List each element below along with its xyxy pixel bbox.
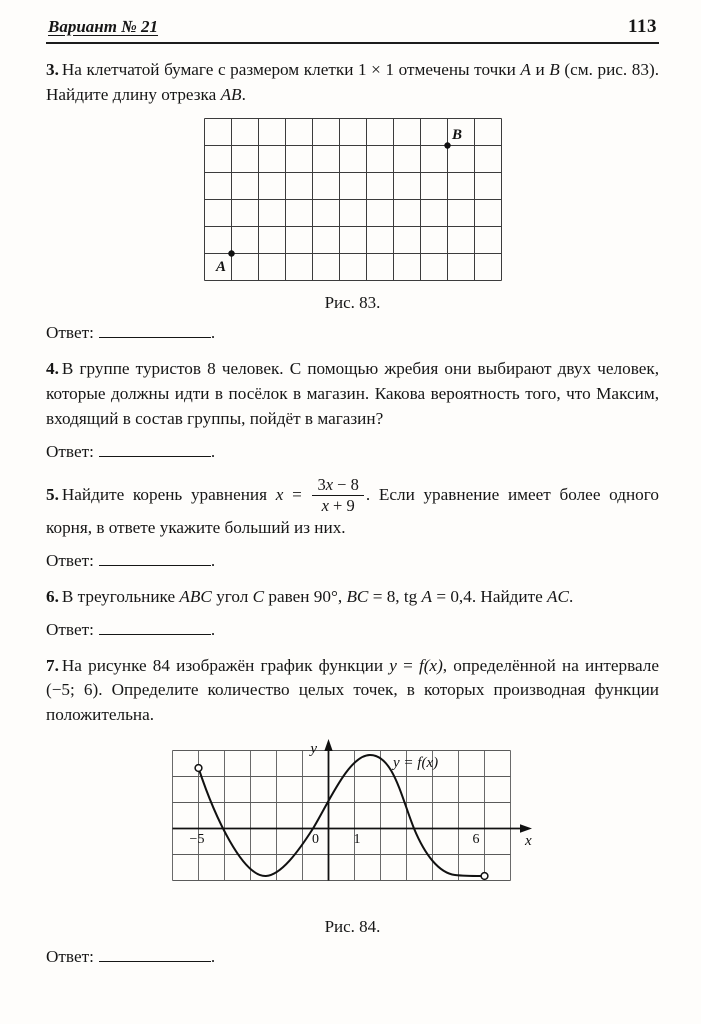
fraction-numerator (312, 476, 363, 496)
text-segment: В треугольнике (61, 586, 180, 606)
problem-7 (46, 654, 659, 968)
figure-84-caption: Рис. 84. (324, 917, 381, 937)
text-segment: На рисунке 84 изображён график функции (61, 655, 390, 675)
answer-line-5 (46, 550, 659, 571)
answer-blank (99, 946, 211, 962)
y-axis-label: y (309, 741, 317, 758)
side-bc-ref: BC (346, 586, 369, 606)
answer-period: . (210, 619, 216, 639)
text-segment: = 0,4. Найдите (432, 586, 548, 606)
angle-c-ref: C (252, 586, 265, 606)
angle-a-ref: A (421, 586, 433, 606)
equals-sign: = (283, 484, 311, 504)
point-a-dot (228, 250, 234, 256)
answer-blank (99, 322, 211, 338)
problem-5-text (46, 476, 659, 541)
point-b-ref: B (549, 60, 560, 79)
answer-line-6 (46, 619, 659, 640)
page-number: 113 (628, 16, 657, 37)
y-axis-arrow (324, 739, 332, 751)
answer-line-7 (46, 946, 659, 967)
problem-3-number: 3. (46, 60, 59, 79)
x-axis-label: x (524, 833, 532, 850)
problem-3-text (46, 58, 659, 108)
text-segment: равен 90°, (264, 586, 347, 606)
problem-4 (46, 357, 659, 462)
text-segment: . (569, 586, 574, 606)
problem-7-text (46, 654, 659, 729)
tick-one-label: 1 (353, 832, 360, 848)
point-a-ref: A (520, 60, 531, 79)
variable-x: x (275, 484, 284, 504)
answer-blank (99, 550, 211, 566)
open-endpoint-left (195, 765, 202, 772)
function-fx-ref: f(x) (418, 655, 443, 675)
text-segment: . Если уравнение имеет более одного корня, в ответе укажите больший из них. (46, 484, 659, 537)
answer-line-3 (46, 322, 659, 343)
grid-lines (172, 751, 510, 881)
answer-period: . (210, 947, 216, 967)
answer-blank (99, 619, 211, 635)
text-segment: и (530, 60, 550, 79)
answer-period: . (210, 550, 216, 570)
text-segment: В группе туристов 8 человек. С помощью жребия они выбирают двух человек, которые должны идти в посёлок в магазин. Какова вероятность того, что Максим, входящий в состав группы, пойдёт в магазин? (46, 358, 659, 428)
variant-title: Вариант № 21 (48, 17, 159, 36)
answer-blank (99, 441, 211, 457)
point-b-label: B (451, 126, 462, 143)
text-segment: − 8 (333, 474, 359, 494)
segment-ab-ref: AB (220, 84, 242, 104)
text-segment: На клетчатой бумаге с размером клетки 1 × 1 отмечены точки (61, 60, 521, 79)
text-segment: + 9 (328, 496, 355, 516)
function-curve (198, 755, 481, 876)
tick-minus5-label: −5 (189, 832, 204, 848)
function-label: y = f(x) (392, 755, 438, 772)
equals-sign: = (396, 655, 419, 675)
open-endpoint-right (481, 873, 488, 880)
fraction (310, 476, 365, 516)
text-segment: угол (211, 586, 253, 606)
text-segment: 3 (317, 474, 326, 494)
fraction-denominator (312, 496, 363, 515)
answer-label: Ответ: (46, 619, 94, 639)
answer-label: Ответ: (46, 322, 94, 342)
text-segment: , определённой на интервале (−5; 6). Определите количество целых точек, в которых производная функции положительна. (46, 655, 659, 725)
figure-83 (46, 118, 659, 313)
origin-label: 0 (311, 832, 319, 848)
text-segment: = 8, tg (368, 586, 422, 606)
point-a-label: A (215, 258, 226, 275)
answer-label: Ответ: (46, 947, 94, 967)
x-axis-arrow (520, 825, 532, 833)
tick-six-label: 6 (472, 832, 479, 848)
side-ac-ref: AC (547, 586, 569, 606)
problem-5 (46, 476, 659, 571)
problem-4-number: 4. (46, 358, 59, 378)
text-segment: Найдите корень уравнения (61, 484, 276, 504)
point-b-dot (444, 142, 450, 148)
variable-x: x (321, 496, 329, 516)
problem-6-text (46, 585, 659, 610)
problem-6 (46, 585, 659, 640)
problem-4-text (46, 357, 659, 432)
answer-label: Ответ: (46, 550, 94, 570)
problem-3 (46, 58, 659, 343)
answer-label: Ответ: (46, 441, 94, 461)
variable-y: y (389, 655, 397, 675)
answer-period: . (210, 441, 216, 461)
answer-line-4 (46, 441, 659, 462)
text-segment: . (241, 84, 246, 104)
problem-6-number: 6. (46, 586, 59, 606)
variable-x: x (325, 474, 334, 494)
problem-7-number: 7. (46, 655, 59, 675)
triangle-abc-ref: ABC (179, 586, 212, 606)
problem-5-number: 5. (46, 484, 59, 504)
answer-period: . (210, 322, 216, 342)
header-rule (46, 42, 659, 44)
fig83-grid-figure (204, 118, 502, 282)
figure-84 (46, 738, 659, 937)
figure-83-caption: Рис. 83. (324, 292, 381, 312)
text-segment: (см. рис. 83). Найдите длину отрезка (46, 60, 659, 104)
page-header (46, 14, 659, 42)
fig84-graph-figure (167, 738, 539, 906)
